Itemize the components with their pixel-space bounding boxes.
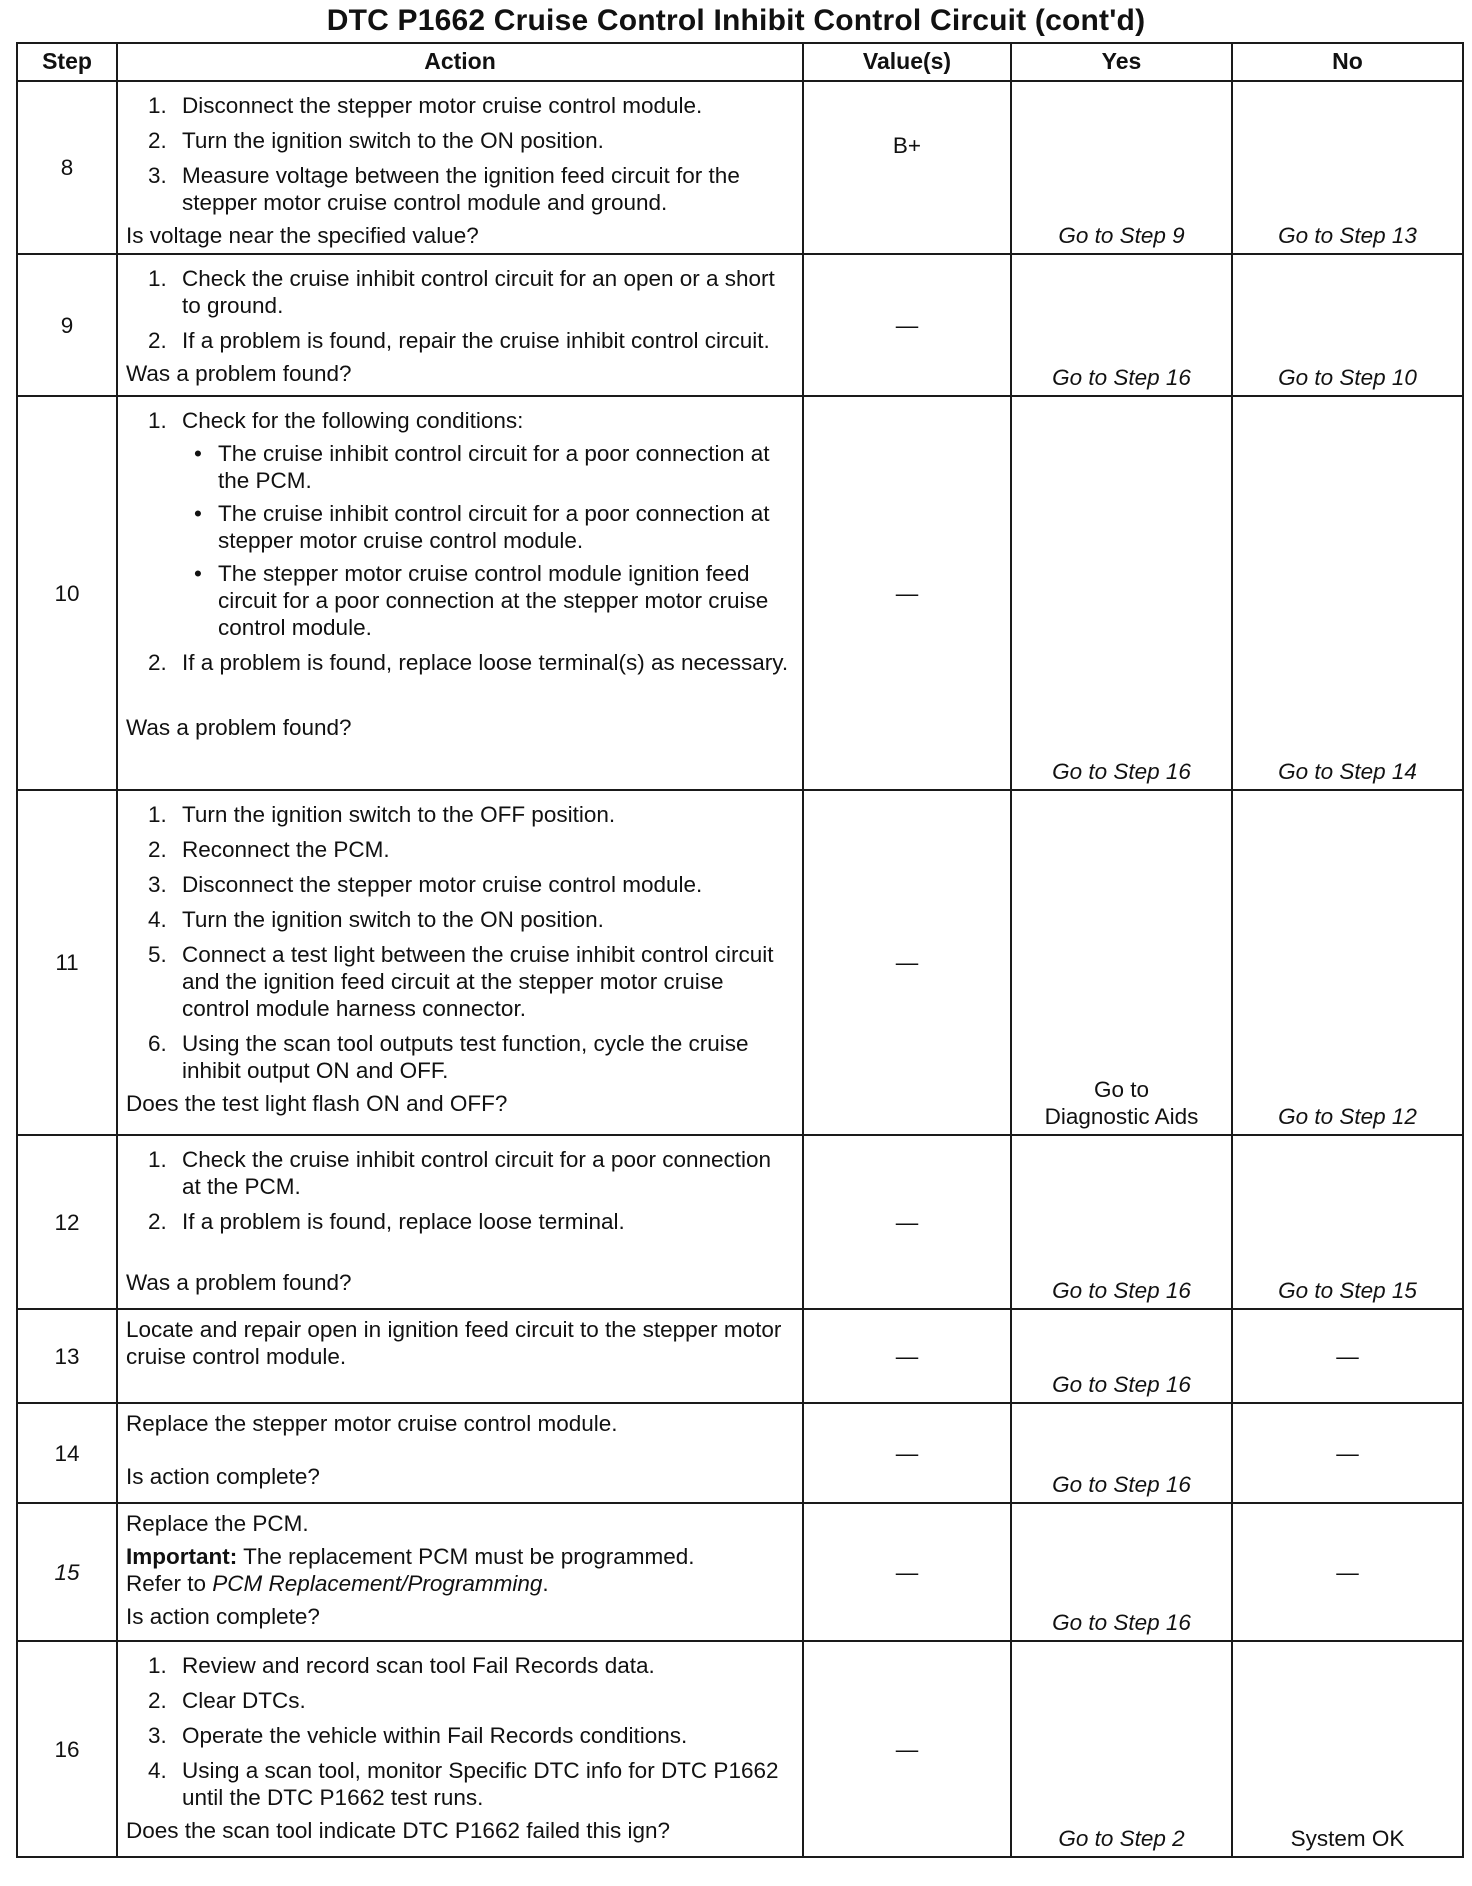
yes-cell: Go to Step 2 bbox=[1011, 1641, 1232, 1857]
table-row bbox=[17, 1135, 1463, 1309]
action-cell bbox=[117, 1641, 803, 1857]
header-no: No bbox=[1232, 43, 1463, 81]
list-item: 4. Turn the ignition switch to the ON position. bbox=[148, 907, 604, 932]
action-text: Replace the stepper motor cruise control module. bbox=[126, 1411, 618, 1436]
question: Is action complete? bbox=[126, 1604, 320, 1629]
step-number: 14 bbox=[17, 1403, 117, 1503]
no-cell: — bbox=[1232, 1503, 1463, 1641]
question: Was a problem found? bbox=[126, 1270, 352, 1295]
yes-cell: Go to Step 16 bbox=[1011, 396, 1232, 790]
step-number: 12 bbox=[17, 1135, 117, 1309]
list-item: 5. Connect a test light between the cruise inhibit control circuit and the ignition feed circuit at the stepper motor cruise control module harness connector. bbox=[148, 942, 774, 1021]
important-label: Important: bbox=[126, 1544, 238, 1569]
diagnostic-table bbox=[16, 42, 1464, 1858]
list-item: 2. Reconnect the PCM. bbox=[148, 837, 390, 862]
list-item: 1. Turn the ignition switch to the OFF position. bbox=[148, 802, 616, 827]
table-row bbox=[17, 1403, 1463, 1503]
step-number: 16 bbox=[17, 1641, 117, 1857]
list-item: 1. Check the cruise inhibit control circuit for an open or a short to ground. bbox=[148, 266, 775, 318]
table-row bbox=[17, 1309, 1463, 1403]
condition-list bbox=[182, 440, 796, 641]
yes-cell: Go to Step 16 bbox=[1011, 254, 1232, 396]
action-cell bbox=[117, 1403, 803, 1503]
table-row bbox=[17, 81, 1463, 254]
list-item: 1. Check for the following conditions: • The cruise inhibit control circuit for a poor connection at the PCM. • The cruise inhibit control circuit for a poor connection at stepper motor cruise control module. • The stepper motor cruise control module ignition feed circuit for a poor connection at the stepper motor cruise control module. bbox=[126, 407, 796, 641]
list-item: • The cruise inhibit control circuit for a poor connection at the PCM. bbox=[194, 441, 770, 493]
value-cell: — bbox=[803, 254, 1011, 396]
yes-cell bbox=[1011, 790, 1232, 1135]
list-item: 2. If a problem is found, replace loose terminal. bbox=[148, 1209, 625, 1234]
value-cell: — bbox=[803, 1503, 1011, 1641]
no-cell: Go to Step 14 bbox=[1232, 396, 1463, 790]
no-cell: Go to Step 15 bbox=[1232, 1135, 1463, 1309]
value-cell: — bbox=[803, 790, 1011, 1135]
question: Does the test light flash ON and OFF? bbox=[126, 1091, 508, 1116]
value-cell: — bbox=[803, 1641, 1011, 1857]
step-number: 15 bbox=[17, 1503, 117, 1641]
list-item: 2. Turn the ignition switch to the ON position. bbox=[148, 128, 604, 153]
action-cell bbox=[117, 1135, 803, 1309]
list-item: 2. Clear DTCs. bbox=[148, 1688, 306, 1713]
page-title: DTC P1662 Cruise Control Inhibit Control Circuit (cont'd) bbox=[326, 4, 1146, 37]
list-item: 1. Check the cruise inhibit control circuit for a poor connection at the PCM. bbox=[148, 1147, 772, 1199]
yes-line-1: Go to bbox=[1093, 1077, 1150, 1102]
table-row bbox=[17, 1503, 1463, 1641]
action-steps bbox=[126, 407, 796, 676]
question: Was a problem found? bbox=[126, 361, 352, 386]
no-cell: Go to Step 13 bbox=[1232, 81, 1463, 254]
pcm-programming-link[interactable]: PCM Replacement/Programming bbox=[212, 1571, 543, 1596]
step-number: 10 bbox=[17, 396, 117, 790]
step-number: 8 bbox=[17, 81, 117, 254]
step-number: 9 bbox=[17, 254, 117, 396]
action-text: Locate and repair open in ignition feed circuit to the stepper motor cruise control module. bbox=[126, 1317, 782, 1369]
header-yes: Yes bbox=[1011, 43, 1232, 81]
table-row bbox=[17, 1641, 1463, 1857]
action-text: Replace the PCM. bbox=[126, 1511, 309, 1536]
no-cell: — bbox=[1232, 1403, 1463, 1503]
action-cell bbox=[117, 396, 803, 790]
question: Does the scan tool indicate DTC P1662 failed this ign? bbox=[126, 1818, 671, 1843]
value-cell: — bbox=[803, 396, 1011, 790]
step-number: 11 bbox=[17, 790, 117, 1135]
action-steps bbox=[126, 1652, 796, 1811]
yes-line-2: Diagnostic Aids bbox=[1044, 1104, 1199, 1129]
no-cell: — bbox=[1232, 1309, 1463, 1403]
action-steps bbox=[126, 1146, 796, 1235]
yes-cell: Go to Step 16 bbox=[1011, 1135, 1232, 1309]
header-step: Step bbox=[17, 43, 117, 81]
value-cell: B+ bbox=[803, 81, 1011, 254]
list-item: 4. Using a scan tool, monitor Specific DTC info for DTC P1662 until the DTC P1662 test runs. bbox=[148, 1758, 779, 1810]
value-cell: — bbox=[803, 1135, 1011, 1309]
value-cell: — bbox=[803, 1403, 1011, 1503]
action-cell bbox=[117, 790, 803, 1135]
table-row bbox=[17, 790, 1463, 1135]
action-steps bbox=[126, 265, 796, 354]
header-values: Value(s) bbox=[803, 43, 1011, 81]
list-item: 3. Measure voltage between the ignition feed circuit for the stepper motor cruise control module and ground. bbox=[148, 163, 740, 215]
list-item: 6. Using the scan tool outputs test function, cycle the cruise inhibit output ON and OFF. bbox=[148, 1031, 749, 1083]
action-cell bbox=[117, 1309, 803, 1403]
yes-cell: Go to Step 16 bbox=[1011, 1309, 1232, 1403]
question: Is action complete? bbox=[126, 1464, 320, 1489]
yes-cell: Go to Step 9 bbox=[1011, 81, 1232, 254]
important-note bbox=[126, 1543, 796, 1597]
question: Is voltage near the specified value? bbox=[126, 223, 479, 248]
table-row bbox=[17, 396, 1463, 790]
table-header-row bbox=[17, 43, 1463, 81]
action-cell bbox=[117, 81, 803, 254]
list-item: • The stepper motor cruise control module ignition feed circuit for a poor connection at the stepper motor cruise control module. bbox=[194, 561, 769, 640]
no-cell: Go to Step 12 bbox=[1232, 790, 1463, 1135]
refer-text: Refer to bbox=[126, 1571, 213, 1596]
list-item: 1. Disconnect the stepper motor cruise control module. bbox=[148, 93, 703, 118]
yes-cell: Go to Step 16 bbox=[1011, 1403, 1232, 1503]
action-steps bbox=[126, 801, 796, 1084]
value-cell: — bbox=[803, 1309, 1011, 1403]
step-number: 13 bbox=[17, 1309, 117, 1403]
important-text: The replacement PCM must be programmed. bbox=[237, 1544, 695, 1569]
action-steps bbox=[126, 92, 796, 216]
no-cell: System OK bbox=[1232, 1641, 1463, 1857]
no-cell: Go to Step 10 bbox=[1232, 254, 1463, 396]
action-cell bbox=[117, 254, 803, 396]
header-action: Action bbox=[117, 43, 803, 81]
list-item: 1. Review and record scan tool Fail Records data. bbox=[148, 1653, 655, 1678]
refer-end: . bbox=[542, 1571, 549, 1596]
yes-cell: Go to Step 16 bbox=[1011, 1503, 1232, 1641]
list-item: 2. If a problem is found, replace loose terminal(s) as necessary. bbox=[148, 650, 789, 675]
list-item: 2. If a problem is found, repair the cruise inhibit control circuit. bbox=[148, 328, 770, 353]
action-cell bbox=[117, 1503, 803, 1641]
list-item: • The cruise inhibit control circuit for a poor connection at stepper motor cruise control module. bbox=[194, 501, 770, 553]
list-item: 3. Disconnect the stepper motor cruise control module. bbox=[148, 872, 703, 897]
table-row bbox=[17, 254, 1463, 396]
list-item: 3. Operate the vehicle within Fail Records conditions. bbox=[148, 1723, 688, 1748]
question: Was a problem found? bbox=[126, 715, 352, 740]
